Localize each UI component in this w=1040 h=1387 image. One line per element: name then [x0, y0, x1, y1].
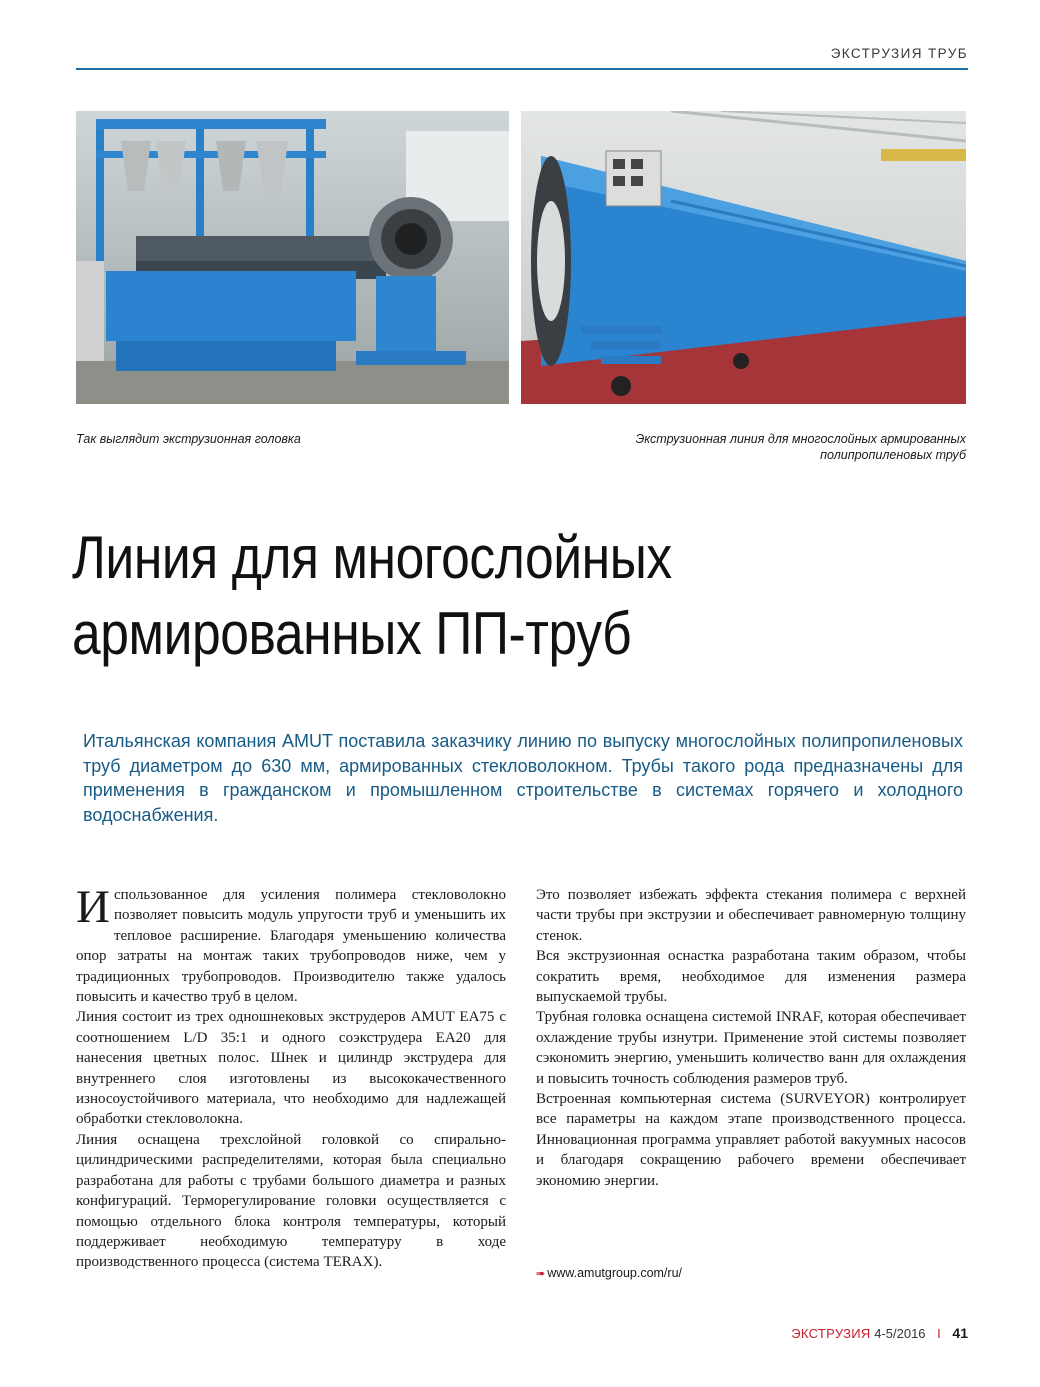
- page-footer: [600, 1325, 968, 1341]
- article-title-line-2: армированных ПП-труб: [72, 600, 632, 667]
- photo-extrusion-line-image: [521, 111, 966, 404]
- footer-issue: 4-5/2016: [874, 1326, 926, 1341]
- photo-extrusion-head: [76, 111, 509, 404]
- section-label: ЭКСТРУЗИЯ ТРУБ: [830, 46, 968, 61]
- drop-cap: И: [76, 881, 110, 933]
- article-title-line-1: Линия для многослойных: [72, 524, 672, 591]
- website-link[interactable]: [536, 1266, 682, 1280]
- body-paragraph-text: спользованное для усиления полимера стекловолокно позволяет повысить модуль упругости труб и уменьшить их тепловое расширение. Благодаря уменьшению количества опор затраты на монтаж таких трубопроводов ниже, чем у традиционных трубопроводов. Производителю также удалось повысить и качество труб в целом.: [76, 887, 506, 1006]
- body-column-left: [76, 881, 506, 1273]
- photo-extrusion-head-image: [76, 111, 509, 404]
- body-paragraph: Трубная головка оснащена системой INRAF, которая обеспечивает охлаждение трубы изнутри. Применение этой системы позволяет сэкономить энергию, уменьшить количество ванн для охлаждения и повысить точность соблюдения размеров труб.: [536, 1009, 966, 1087]
- lead-paragraph: Итальянская компания AMUT поставила заказчику линию по выпуску многослойных полипропиленовых труб диаметром до 630 мм, армированных стекловолокном. Трубы такого рода предназначены для применения в гражданском и промышленном строительстве в системах горячего и холодного водоснабжения.: [83, 731, 963, 825]
- article-title: [72, 520, 846, 672]
- arrow-right-icon: ➠: [536, 1268, 546, 1280]
- footer-separator: I: [937, 1326, 941, 1341]
- photo-extrusion-line: [521, 111, 966, 404]
- page-number: 41: [952, 1325, 968, 1341]
- website-link-url[interactable]: www.amutgroup.com/ru/: [547, 1266, 682, 1280]
- body-paragraph: [76, 881, 506, 1007]
- body-paragraph: Линия состоит из трех одношнековых экструдеров AMUT EA75 с соотношением L/D 35:1 и одного соэкструдера EA20 для нанесения цветных полос. Шнек и цилиндр экструдера для внутреннего слоя изготовлены из высококачественного износоустойчивого материала, что необходимо для надлежащей обработки стекловолокна.: [76, 1009, 506, 1128]
- header-rule: [76, 68, 968, 70]
- body-paragraph: Это позволяет избежать эффекта стекания полимера с верхней части трубы при экструзии и обеспечивает равномерную толщину стенок.: [536, 887, 966, 944]
- body-column-right: [536, 885, 966, 1191]
- body-paragraph: Вся экструзионная оснастка разработана таким образом, чтобы сократить время, необходимое для изменения размера выпускаемой трубы.: [536, 948, 966, 1006]
- body-paragraph: Линия оснащена трехслойной головкой со спирально-цилиндрическими распределителями, которая была специально разработана для работы с трубами большого диаметра и разных конфигураций. Терморегулирование головки осуществляется с помощью отдельного блока контроля температуры, который поддерживает необходимую температуру в ходе производственного процесса (система TERAX).: [76, 1131, 506, 1271]
- caption-extrusion-head: Так выглядит экструзионная головка: [76, 432, 301, 446]
- footer-magazine: ЭКСТРУЗИЯ: [791, 1326, 871, 1341]
- body-paragraph: Встроенная компьютерная система (SURVEYOR) контролирует все параметры на каждом этапе производственного процесса. Инновационная программа управляет работой вакуумных насосов и благодаря сокращению рабочего времени обеспечивает экономию энергии.: [536, 1091, 966, 1189]
- caption-extrusion-line: Экструзионная линия для многослойных армированных полипропиленовых труб: [635, 432, 966, 462]
